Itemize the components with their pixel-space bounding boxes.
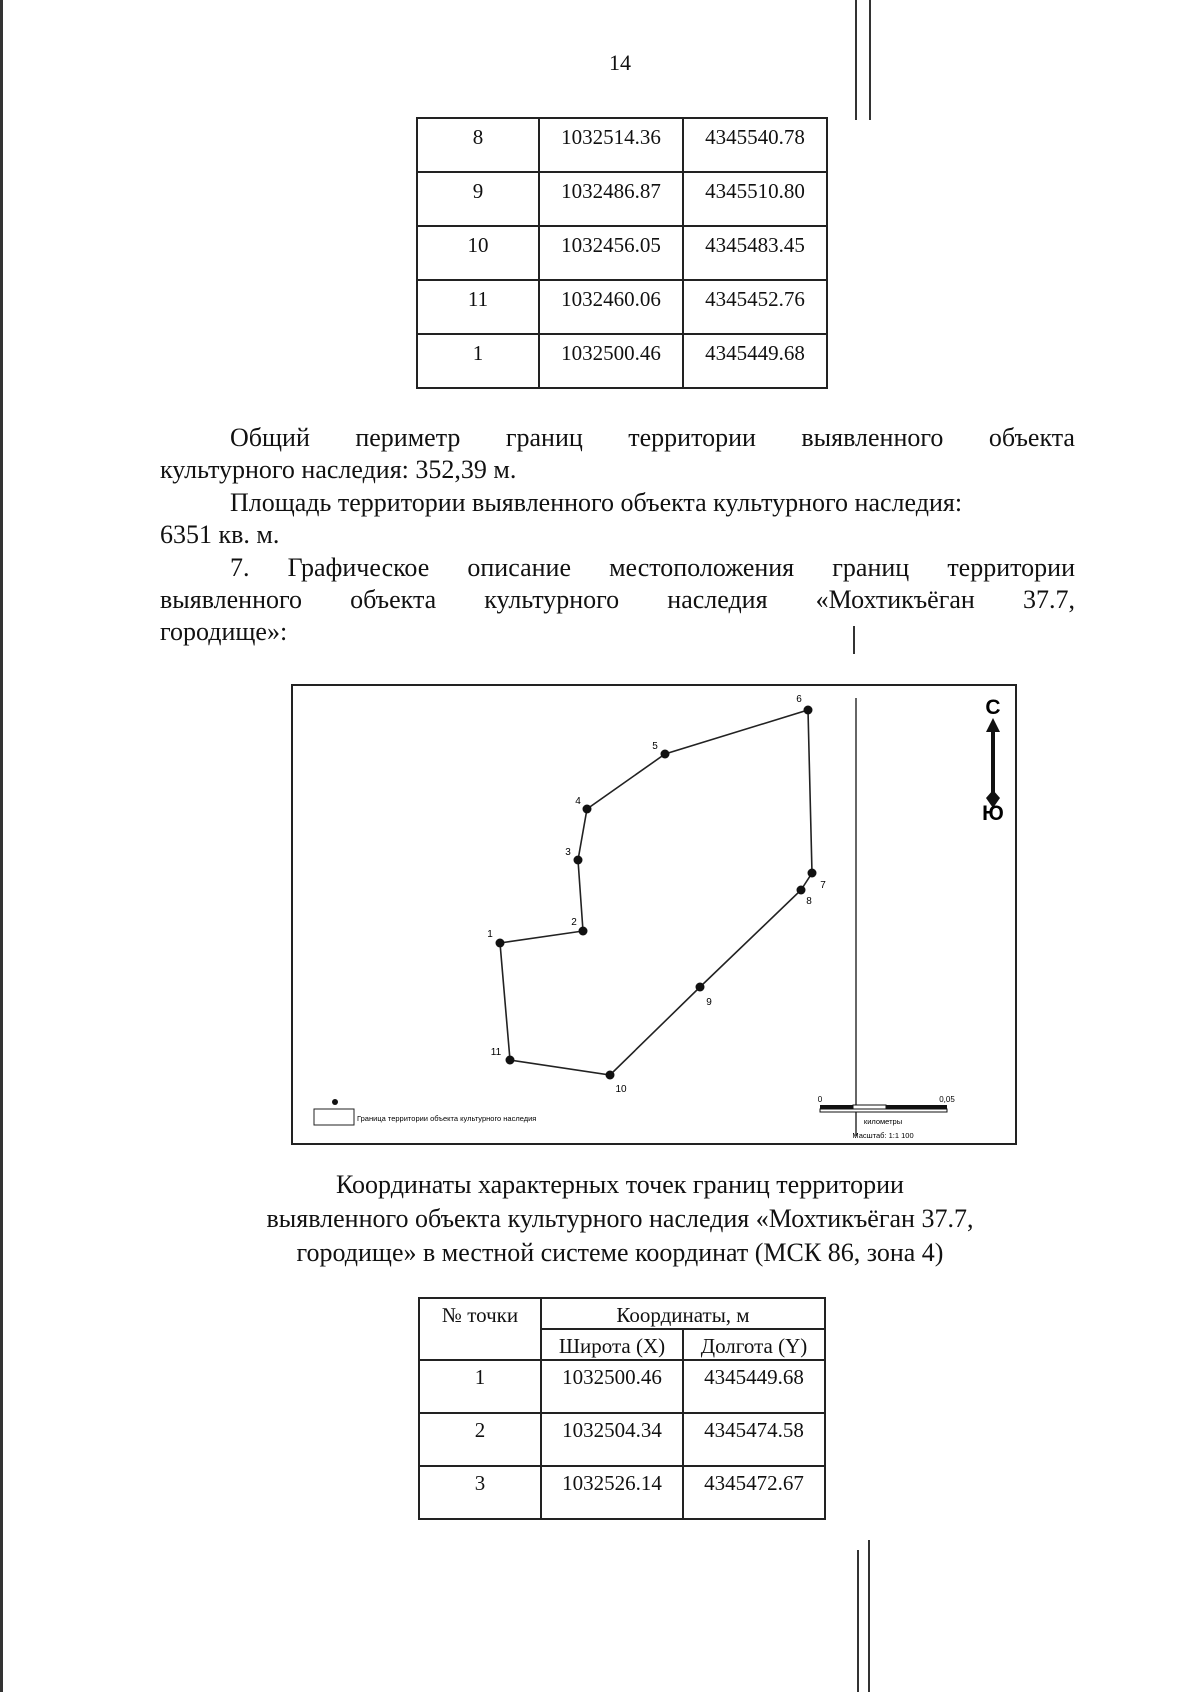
legend-label: Граница территории объекта культурного наследия [357, 1114, 537, 1123]
word: границ [505, 423, 583, 452]
table-cell: 1032486.87 [539, 172, 683, 226]
table-row [417, 172, 827, 226]
scale-ratio-label: Масштаб: 1:1 100 [852, 1131, 914, 1140]
scale-end-label: 0,05 [939, 1095, 955, 1104]
paragraph-line [160, 552, 1075, 584]
paragraph-line: 6351 кв. м. [160, 520, 280, 549]
perimeter-paragraph [160, 422, 1075, 486]
scan-line [857, 1550, 859, 1692]
table-cell: 4345540.78 [683, 118, 827, 172]
boundary-point-label: 3 [565, 847, 571, 858]
table-cell: 3 [419, 1466, 541, 1519]
table-row [419, 1360, 825, 1413]
table-row [417, 118, 827, 172]
boundary-point-label: 1 [487, 929, 493, 940]
table-cell: 11 [417, 280, 539, 334]
paragraph-line: Площадь территории выявленного объекта культурного наследия: [230, 488, 963, 517]
boundary-point-label: 4 [575, 796, 581, 807]
area-paragraph [160, 487, 1075, 551]
legend-swatch [314, 1109, 354, 1125]
table-cell: 4345474.58 [683, 1413, 825, 1466]
word: территории [947, 553, 1075, 582]
boundary-map [291, 684, 1017, 1145]
word: «Мохтикъёган [815, 585, 975, 614]
boundary-point [808, 869, 817, 878]
boundary-point [574, 856, 583, 865]
table-header-row [419, 1298, 825, 1329]
boundary-point [579, 927, 588, 936]
word: Графическое [287, 553, 430, 582]
word: выявленного [801, 423, 944, 452]
table-cell: 8 [417, 118, 539, 172]
table-cell: 1032526.14 [541, 1466, 683, 1519]
word: территории [628, 423, 756, 452]
boundary-point-label: 11 [490, 1047, 502, 1058]
caption-line: Координаты характерных точек границ территории [336, 1170, 904, 1199]
header-point-number: № точки [419, 1298, 541, 1360]
boundary-point [506, 1056, 515, 1065]
scan-line [868, 1540, 870, 1692]
table-cell: 1032460.06 [539, 280, 683, 334]
map-frame [292, 685, 1016, 1144]
table-cell: 4345449.68 [683, 334, 827, 388]
table-cell: 10 [417, 226, 539, 280]
boundary-point-label: 2 [571, 917, 577, 928]
word: выявленного [160, 585, 302, 614]
table-cell: 9 [417, 172, 539, 226]
table-cell: 1032500.46 [541, 1360, 683, 1413]
coordinates-table-continued [416, 117, 828, 389]
header-longitude: Долгота (Y) [683, 1329, 825, 1360]
header-coordinates: Координаты, м [541, 1298, 825, 1329]
boundary-point [696, 983, 705, 992]
word: Общий [230, 423, 310, 452]
table-cell: 4345483.45 [683, 226, 827, 280]
table-row [417, 226, 827, 280]
word: границ [832, 553, 910, 582]
word: культурного [484, 585, 620, 614]
word: объекта [350, 585, 437, 614]
table-cell: 2 [419, 1413, 541, 1466]
page-number: 14 [609, 50, 631, 75]
boundary-point [661, 750, 670, 759]
paragraph-line [160, 422, 1075, 454]
table-row [419, 1413, 825, 1466]
word: 37.7, [1022, 585, 1075, 614]
table-cell: 1032500.46 [539, 334, 683, 388]
word: наследия [667, 585, 768, 614]
table-cell: 4345510.80 [683, 172, 827, 226]
boundary-point-label: 8 [806, 896, 812, 907]
boundary-point [797, 886, 806, 895]
boundary-point-label: 5 [652, 741, 658, 752]
table-cell: 1 [417, 334, 539, 388]
word: описание [467, 553, 571, 582]
paragraph-line [160, 584, 1075, 616]
boundary-point-label: 10 [615, 1084, 627, 1095]
table-cell: 4345452.76 [683, 280, 827, 334]
header-latitude: Широта (X) [541, 1329, 683, 1360]
boundary-point [583, 805, 592, 814]
scan-edge-left [0, 0, 3, 1692]
table-cell: 4345472.67 [683, 1466, 825, 1519]
table-caption [100, 1168, 1140, 1270]
word: периметр [355, 423, 461, 452]
legend-point-icon [332, 1099, 338, 1105]
scale-bar [820, 1105, 947, 1112]
table-row [417, 280, 827, 334]
coordinates-table [418, 1297, 826, 1520]
caption-line: городище» в местной системе координат (МСК 86, зона 4) [296, 1238, 944, 1267]
boundary-point [496, 939, 505, 948]
word: местоположения [609, 553, 795, 582]
table-cell: 4345449.68 [683, 1360, 825, 1413]
word: объекта [988, 423, 1075, 452]
table-cell: 1 [419, 1360, 541, 1413]
caption-line: выявленного объекта культурного наследия «Мохтикъёган 37.7, [266, 1204, 974, 1233]
south-label: Ю [982, 802, 1004, 825]
table-row [417, 334, 827, 388]
scale-units-label: километры [863, 1117, 903, 1126]
scale-start-label: 0 [817, 1095, 823, 1104]
boundary-point-label: 9 [706, 997, 712, 1008]
graphic-description-paragraph [160, 552, 1075, 648]
paragraph-line: городище»: [160, 617, 288, 646]
table-cell: 1032504.34 [541, 1413, 683, 1466]
boundary-point-label: 7 [820, 880, 826, 891]
word: 7. [230, 553, 250, 582]
boundary-point [804, 706, 813, 715]
boundary-point-label: 6 [796, 694, 802, 705]
boundary-point [606, 1071, 615, 1080]
north-label: С [985, 696, 1001, 719]
table-cell: 1032456.05 [539, 226, 683, 280]
table-cell: 1032514.36 [539, 118, 683, 172]
paragraph-line: культурного наследия: 352,39 м. [160, 455, 517, 484]
table-row [419, 1466, 825, 1519]
